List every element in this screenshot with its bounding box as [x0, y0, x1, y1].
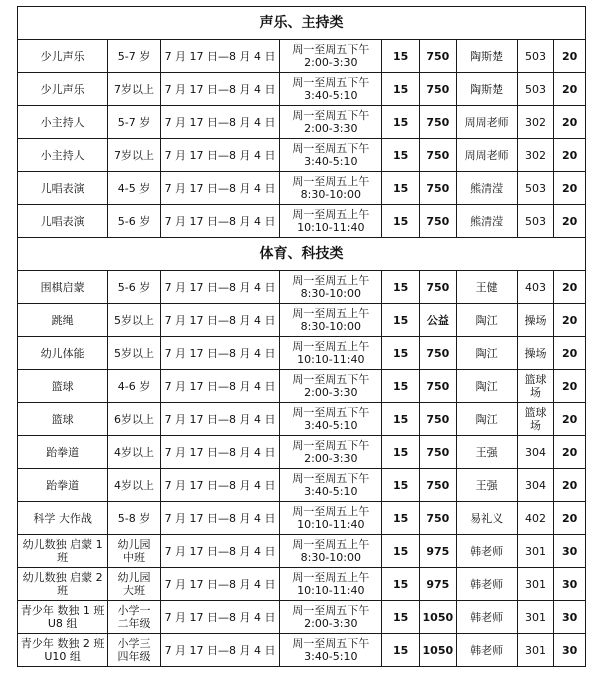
date-range-cell: 7 月 17 日—8 月 4 日	[160, 436, 280, 469]
age-range-cell: 6岁以上	[108, 403, 160, 436]
date-range-cell: 7 月 17 日—8 月 4 日	[160, 568, 280, 601]
course-name-cell: 围棋启蒙	[18, 271, 108, 304]
capacity-cell: 30	[554, 601, 586, 634]
age-range-cell: 7岁以上	[108, 73, 160, 106]
session-count-cell: 15	[382, 502, 420, 535]
time-slot-cell: 周一至周五上午 10:10-11:40	[280, 502, 382, 535]
capacity-cell: 20	[554, 304, 586, 337]
capacity-cell: 30	[554, 568, 586, 601]
fee-cell: 750	[419, 40, 456, 73]
date-range-cell: 7 月 17 日—8 月 4 日	[160, 502, 280, 535]
session-count-cell: 15	[382, 304, 420, 337]
date-range-cell: 7 月 17 日—8 月 4 日	[160, 271, 280, 304]
course-name-cell: 跳绳	[18, 304, 108, 337]
date-range-cell: 7 月 17 日—8 月 4 日	[160, 172, 280, 205]
session-count-cell: 15	[382, 568, 420, 601]
time-slot-cell: 周一至周五上午 8:30-10:00	[280, 172, 382, 205]
table-row	[18, 73, 586, 106]
session-count-cell: 15	[382, 271, 420, 304]
fee-cell: 975	[419, 535, 456, 568]
fee-cell: 750	[419, 403, 456, 436]
course-name-cell: 幼儿数独 启蒙 1 班	[18, 535, 108, 568]
table-row	[18, 403, 586, 436]
date-range-cell: 7 月 17 日—8 月 4 日	[160, 469, 280, 502]
table-row	[18, 205, 586, 238]
fee-cell: 750	[419, 73, 456, 106]
date-range-cell: 7 月 17 日—8 月 4 日	[160, 601, 280, 634]
room-cell: 操场	[517, 337, 554, 370]
time-slot-cell: 周一至周五上午 10:10-11:40	[280, 568, 382, 601]
time-slot-cell: 周一至周五下午 3:40-5:10	[280, 73, 382, 106]
age-range-cell: 5-6 岁	[108, 205, 160, 238]
room-cell: 304	[517, 436, 554, 469]
room-cell: 篮球场	[517, 370, 554, 403]
capacity-cell: 20	[554, 436, 586, 469]
course-name-cell: 少儿声乐	[18, 40, 108, 73]
room-cell: 503	[517, 40, 554, 73]
table-row	[18, 601, 586, 634]
room-cell: 403	[517, 271, 554, 304]
age-range-cell: 5岁以上	[108, 337, 160, 370]
time-slot-cell: 周一至周五下午 2:00-3:30	[280, 436, 382, 469]
time-slot-cell: 周一至周五下午 2:00-3:30	[280, 106, 382, 139]
course-name-cell: 幼儿体能	[18, 337, 108, 370]
session-count-cell: 15	[382, 436, 420, 469]
table-row	[18, 469, 586, 502]
course-name-cell: 篮球	[18, 370, 108, 403]
room-cell: 503	[517, 73, 554, 106]
session-count-cell: 15	[382, 139, 420, 172]
age-range-cell: 5-7 岁	[108, 106, 160, 139]
course-name-cell: 篮球	[18, 403, 108, 436]
teacher-cell: 陶江	[456, 337, 517, 370]
session-count-cell: 15	[382, 370, 420, 403]
date-range-cell: 7 月 17 日—8 月 4 日	[160, 205, 280, 238]
course-name-cell: 小主持人	[18, 139, 108, 172]
fee-cell: 750	[419, 106, 456, 139]
time-slot-cell: 周一至周五下午 3:40-5:10	[280, 403, 382, 436]
teacher-cell: 周周老师	[456, 139, 517, 172]
time-slot-cell: 周一至周五上午 8:30-10:00	[280, 535, 382, 568]
room-cell: 503	[517, 172, 554, 205]
capacity-cell: 30	[554, 634, 586, 667]
teacher-cell: 熊清滢	[456, 205, 517, 238]
capacity-cell: 20	[554, 469, 586, 502]
room-cell: 302	[517, 106, 554, 139]
capacity-cell: 20	[554, 106, 586, 139]
table-row	[18, 304, 586, 337]
date-range-cell: 7 月 17 日—8 月 4 日	[160, 370, 280, 403]
fee-cell: 750	[419, 337, 456, 370]
table-row	[18, 106, 586, 139]
course-name-cell: 幼儿数独 启蒙 2 班	[18, 568, 108, 601]
fee-cell: 750	[419, 172, 456, 205]
teacher-cell: 韩老师	[456, 634, 517, 667]
session-count-cell: 15	[382, 106, 420, 139]
room-cell: 301	[517, 568, 554, 601]
age-range-cell: 7岁以上	[108, 139, 160, 172]
fee-cell: 750	[419, 469, 456, 502]
time-slot-cell: 周一至周五下午 3:40-5:10	[280, 634, 382, 667]
age-range-cell: 小学三 四年级	[108, 634, 160, 667]
table-row	[18, 535, 586, 568]
section-title: 声乐、主持类	[18, 7, 586, 40]
age-range-cell: 4岁以上	[108, 469, 160, 502]
capacity-cell: 20	[554, 502, 586, 535]
time-slot-cell: 周一至周五下午 2:00-3:30	[280, 601, 382, 634]
table-row	[18, 502, 586, 535]
table-row	[18, 370, 586, 403]
session-count-cell: 15	[382, 337, 420, 370]
room-cell: 402	[517, 502, 554, 535]
age-range-cell: 4-6 岁	[108, 370, 160, 403]
room-cell: 篮球场	[517, 403, 554, 436]
age-range-cell: 幼儿园 大班	[108, 568, 160, 601]
age-range-cell: 4岁以上	[108, 436, 160, 469]
table-row	[18, 40, 586, 73]
date-range-cell: 7 月 17 日—8 月 4 日	[160, 304, 280, 337]
date-range-cell: 7 月 17 日—8 月 4 日	[160, 106, 280, 139]
section-title: 体育、科技类	[18, 238, 586, 271]
date-range-cell: 7 月 17 日—8 月 4 日	[160, 73, 280, 106]
table-row	[18, 271, 586, 304]
age-range-cell: 4-5 岁	[108, 172, 160, 205]
date-range-cell: 7 月 17 日—8 月 4 日	[160, 337, 280, 370]
course-name-cell: 跆拳道	[18, 469, 108, 502]
date-range-cell: 7 月 17 日—8 月 4 日	[160, 139, 280, 172]
room-cell: 302	[517, 139, 554, 172]
course-name-cell: 小主持人	[18, 106, 108, 139]
age-range-cell: 5-8 岁	[108, 502, 160, 535]
capacity-cell: 20	[554, 271, 586, 304]
time-slot-cell: 周一至周五上午 8:30-10:00	[280, 271, 382, 304]
date-range-cell: 7 月 17 日—8 月 4 日	[160, 40, 280, 73]
fee-cell: 750	[419, 370, 456, 403]
section-header	[18, 7, 586, 40]
capacity-cell: 20	[554, 40, 586, 73]
time-slot-cell: 周一至周五下午 3:40-5:10	[280, 469, 382, 502]
teacher-cell: 王强	[456, 436, 517, 469]
teacher-cell: 韩老师	[456, 568, 517, 601]
course-name-cell: 青少年 数独 2 班 U10 组	[18, 634, 108, 667]
age-range-cell: 小学一 二年级	[108, 601, 160, 634]
session-count-cell: 15	[382, 40, 420, 73]
table-row	[18, 139, 586, 172]
teacher-cell: 陶斯楚	[456, 73, 517, 106]
time-slot-cell: 周一至周五上午 10:10-11:40	[280, 337, 382, 370]
fee-cell: 750	[419, 436, 456, 469]
session-count-cell: 15	[382, 535, 420, 568]
date-range-cell: 7 月 17 日—8 月 4 日	[160, 403, 280, 436]
session-count-cell: 15	[382, 403, 420, 436]
teacher-cell: 韩老师	[456, 535, 517, 568]
capacity-cell: 20	[554, 172, 586, 205]
fee-cell: 1050	[419, 634, 456, 667]
time-slot-cell: 周一至周五下午 3:40-5:10	[280, 139, 382, 172]
time-slot-cell: 周一至周五上午 8:30-10:00	[280, 304, 382, 337]
age-range-cell: 5-7 岁	[108, 40, 160, 73]
room-cell: 操场	[517, 304, 554, 337]
session-count-cell: 15	[382, 205, 420, 238]
teacher-cell: 韩老师	[456, 601, 517, 634]
table-row	[18, 568, 586, 601]
fee-cell: 750	[419, 502, 456, 535]
room-cell: 301	[517, 601, 554, 634]
course-schedule-table	[17, 6, 586, 667]
session-count-cell: 15	[382, 469, 420, 502]
room-cell: 304	[517, 469, 554, 502]
room-cell: 301	[517, 634, 554, 667]
teacher-cell: 陶斯楚	[456, 40, 517, 73]
course-name-cell: 儿唱表演	[18, 172, 108, 205]
course-name-cell: 青少年 数独 1 班 U8 组	[18, 601, 108, 634]
date-range-cell: 7 月 17 日—8 月 4 日	[160, 634, 280, 667]
teacher-cell: 周周老师	[456, 106, 517, 139]
capacity-cell: 20	[554, 370, 586, 403]
fee-cell: 公益	[419, 304, 456, 337]
time-slot-cell: 周一至周五下午 2:00-3:30	[280, 40, 382, 73]
room-cell: 503	[517, 205, 554, 238]
session-count-cell: 15	[382, 73, 420, 106]
age-range-cell: 幼儿园 中班	[108, 535, 160, 568]
table-row	[18, 337, 586, 370]
teacher-cell: 陶江	[456, 370, 517, 403]
table-row	[18, 436, 586, 469]
capacity-cell: 20	[554, 139, 586, 172]
table-row	[18, 172, 586, 205]
table-row	[18, 634, 586, 667]
schedule-body	[18, 7, 586, 667]
fee-cell: 750	[419, 205, 456, 238]
capacity-cell: 20	[554, 403, 586, 436]
course-name-cell: 科学 大作战	[18, 502, 108, 535]
time-slot-cell: 周一至周五上午 10:10-11:40	[280, 205, 382, 238]
session-count-cell: 15	[382, 172, 420, 205]
age-range-cell: 5岁以上	[108, 304, 160, 337]
capacity-cell: 30	[554, 535, 586, 568]
teacher-cell: 王强	[456, 469, 517, 502]
fee-cell: 750	[419, 271, 456, 304]
session-count-cell: 15	[382, 601, 420, 634]
teacher-cell: 陶江	[456, 403, 517, 436]
teacher-cell: 易礼义	[456, 502, 517, 535]
teacher-cell: 陶江	[456, 304, 517, 337]
date-range-cell: 7 月 17 日—8 月 4 日	[160, 535, 280, 568]
teacher-cell: 熊清滢	[456, 172, 517, 205]
fee-cell: 975	[419, 568, 456, 601]
capacity-cell: 20	[554, 337, 586, 370]
capacity-cell: 20	[554, 73, 586, 106]
fee-cell: 1050	[419, 601, 456, 634]
teacher-cell: 王健	[456, 271, 517, 304]
course-name-cell: 儿唱表演	[18, 205, 108, 238]
age-range-cell: 5-6 岁	[108, 271, 160, 304]
session-count-cell: 15	[382, 634, 420, 667]
capacity-cell: 20	[554, 205, 586, 238]
section-header	[18, 238, 586, 271]
room-cell: 301	[517, 535, 554, 568]
time-slot-cell: 周一至周五下午 2:00-3:30	[280, 370, 382, 403]
course-name-cell: 跆拳道	[18, 436, 108, 469]
fee-cell: 750	[419, 139, 456, 172]
course-name-cell: 少儿声乐	[18, 73, 108, 106]
